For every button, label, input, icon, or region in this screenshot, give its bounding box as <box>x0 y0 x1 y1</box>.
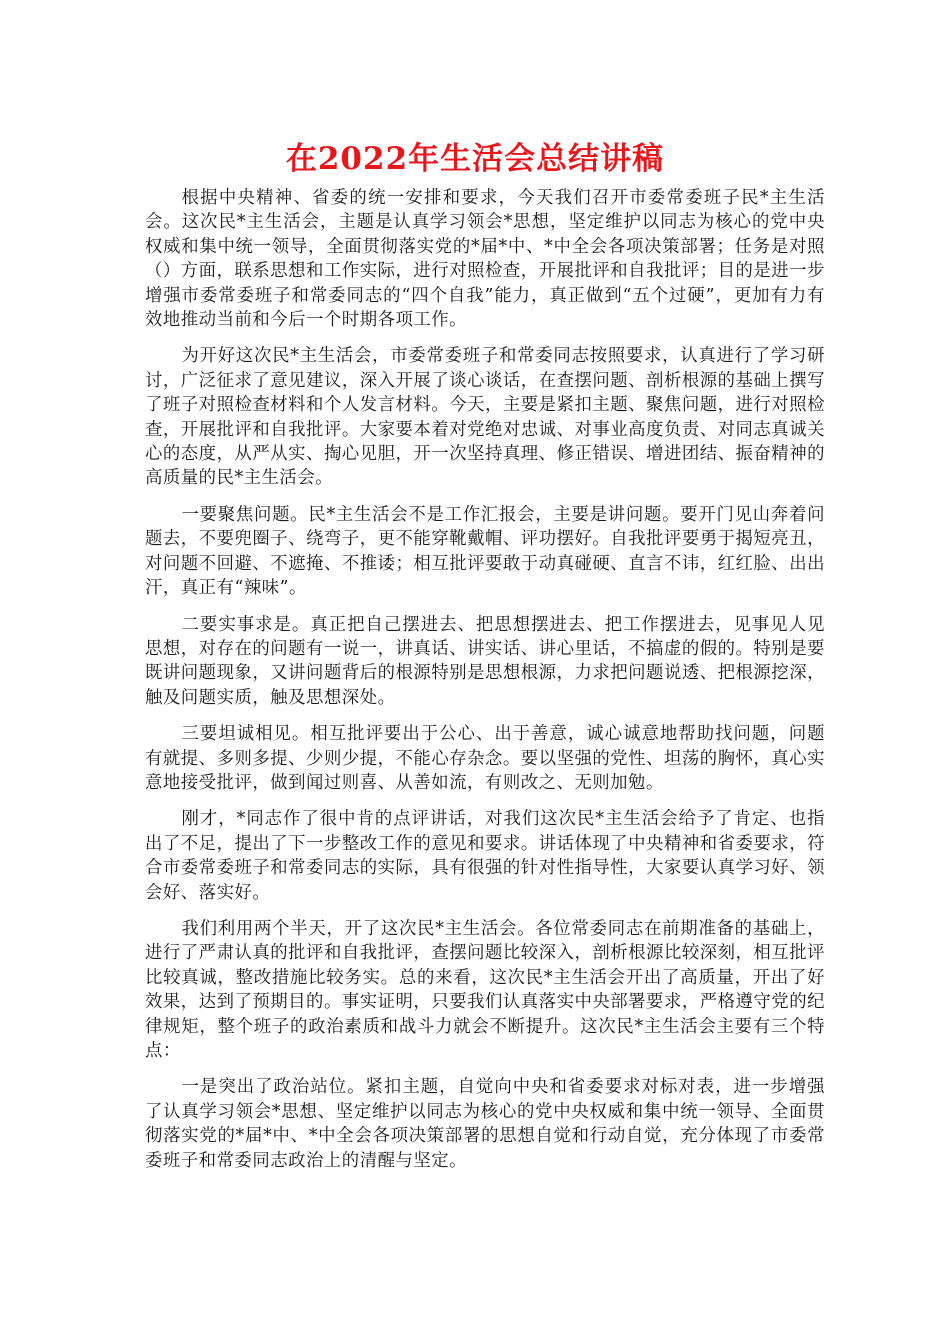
paragraph-3: 一要聚焦问题。民*主生活会不是工作汇报会，主要是讲问题。要开门见山奔着问题去，不要兜圈子、绕弯子，更不能穿靴戴帽、评功摆好。自我批评要勇于揭短亮丑，对问题不回避、不遮掩、不推诿；相互批评要敢于动真碰硬、直言不讳，红红脸、出出汗，真正有“辣味”。 <box>145 504 825 599</box>
paragraph-8: 一是突出了政治站位。紧扣主题，自觉向中央和省委要求对标对表，进一步增强了认真学习领会*思想、坚定维护以同志为核心的党中央权威和集中统一领导、全面贯彻落实党的*届*中、*中全会各项决策部署的思想自觉和行动自觉，充分体现了市委常委班子和常委同志政治上的清醒与坚定。 <box>145 1077 825 1171</box>
paragraph-2: 为开好这次民*主生活会，市委常委班子和常委同志按照要求，认真进行了学习研讨，广泛征求了意见建议，深入开展了谈心谈话，在查摆问题、剖析根源的基础上撰写了班子对照检查材料和个人发言材料。今天，主要是紧扣主题、聚焦问题，进行对照检查，开展批评和自我批评。大家要本着对党绝对忠诚、对事业高度负责、对同志真诚关心的态度，从严从实、掏心见胆，开一次坚持真理、修正错误、增进团结、振奋精神的高质量的民*主生活会。 <box>145 346 825 489</box>
paragraph-5: 三要坦诚相见。相互批评要出于公心、出于善意，诚心诚意地帮助找问题，问题有就提、多则多提、少则少提，不能心存杂念。要以坚强的党性、坦荡的胸怀，真心实意地接受批评，做到闻过则喜、从善如流，有则改之、无则加勉。 <box>145 724 825 793</box>
paragraph-4: 二要实事求是。真正把自己摆进去、把思想摆进去、把工作摆进去，见事见人见思想，对存在的问题有一说一，讲真话、讲实话、讲心里话，不搞虚的假的。特别是要既讲问题现象，又讲问题背后的根源特别是思想根源，力求把问题说透、把根源挖深，触及问题实质，触及思想深处。 <box>145 614 825 708</box>
document-body <box>145 186 825 1185</box>
paragraph-6: 刚才，*同志作了很中肯的点评讲话，对我们这次民*主生活会给予了肯定、也指出了不足，提出了下一步整改工作的意见和要求。讲话体现了中央精神和省委要求，符合市委常委班子和常委同志的实际，具有很强的针对性指导性，大家要认真学习好、领会好、落实好。 <box>145 809 825 903</box>
paragraph-1: 根据中央精神、省委的统一安排和要求，今天我们召开市委常委班子民*主生活会。这次民*主生活会，主题是认真学习领会*思想，坚定维护以同志为核心的党中央权威和集中统一领导，全面贯彻落实党的*届*中、*中全会各项决策部署；任务是对照（）方面，联系思想和工作实际，进行对照检查，开展批评和自我批评；目的是进一步增强市委常委班子和常委同志的“四个自我”能力，真正做到“五个过硬”，更加有力有效地推动当前和今后一个时期各项工作。 <box>145 188 825 331</box>
document-title: 在2022年生活会总结讲稿 <box>285 141 665 177</box>
paragraph-7: 我们利用两个半天，开了这次民*主生活会。各位常委同志在前期准备的基础上，进行了严肃认真的批评和自我批评，查摆问题比较深入，剖析根源比较深刻，相互批评比较真诚，整改措施比较务实。总的来看，这次民*主生活会开出了高质量，开出了好效果，达到了预期目的。事实证明，只要我们认真落实中央部署要求，严格遵守党的纪律规矩，整个班子的政治素质和战斗力就会不断提升。这次民*主生活会主要有三个特点： <box>145 918 825 1061</box>
